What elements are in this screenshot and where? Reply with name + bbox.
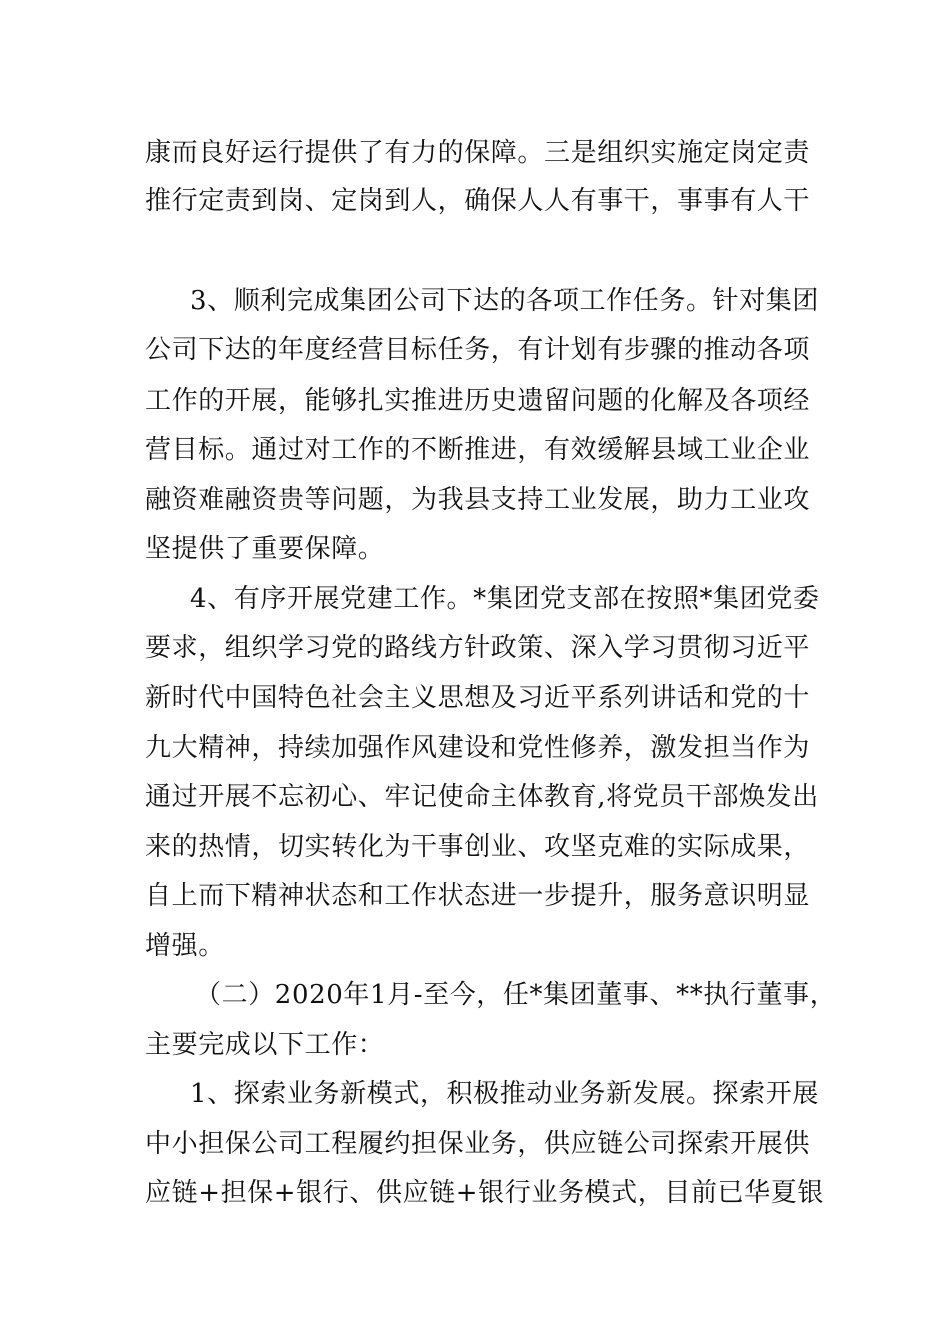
text-line: 营目标。通过对工作的不断推进，有效缓解县域工业企业 [145, 435, 811, 465]
text-line: 应链+担保+银行、供应链+银行业务模式，目前已华夏银 [145, 1178, 824, 1208]
text-line: 来的热情，切实转化为干事创业、攻坚克难的实际成果， [145, 832, 811, 862]
text-line: 中小担保公司工程履约担保业务，供应链公司探索开展供 [145, 1129, 811, 1159]
text-line: 公司下达的年度经营目标任务，有计划有步骤的推动各项 [145, 335, 811, 365]
paragraph-1-heading: 1、探索业务新模式，积极推动业务新发展。探索开展 [190, 1079, 819, 1109]
text-line: 康而良好运行提供了有力的保障。三是组织实施定岗定责 [145, 138, 811, 168]
text-line: 九大精神，持续加强作风建设和党性修养，激发担当作为 [145, 733, 811, 763]
text-line: 新时代中国特色社会主义思想及习近平系列讲话和党的十 [145, 683, 811, 713]
text-line: 融资难融资贵等问题，为我县支持工业发展，助力工业攻 [145, 485, 811, 515]
text-line: 要求，组织学习党的路线方针政策、深入学习贯彻习近平 [145, 633, 811, 663]
text-line: 通过开展不忘初心、牢记使命主体教育,将党员干部焕发出 [145, 782, 819, 812]
text-line: 增强。 [145, 931, 225, 961]
text-line: 主要完成以下工作： [145, 1030, 385, 1060]
text-line: 自上而下精神状态和工作状态进一步提升，服务意识明显 [145, 881, 811, 911]
section-2-heading: （二）2020年1月-至今，任*集团董事、**执行董事， [195, 980, 837, 1010]
text-line: 坚提供了重要保障。 [145, 534, 385, 564]
text-line: 工作的开展，能够扎实推进历史遗留问题的化解及各项经 [145, 386, 811, 416]
paragraph-3-heading: 3、顺利完成集团公司下达的各项工作任务。针对集团 [190, 286, 819, 316]
paragraph-4-heading: 4、有序开展党建工作。*集团党支部在按照*集团党委 [190, 584, 820, 614]
text-line: 推行定责到岗、定岗到人，确保人人有事干，事事有人干 [145, 186, 811, 216]
